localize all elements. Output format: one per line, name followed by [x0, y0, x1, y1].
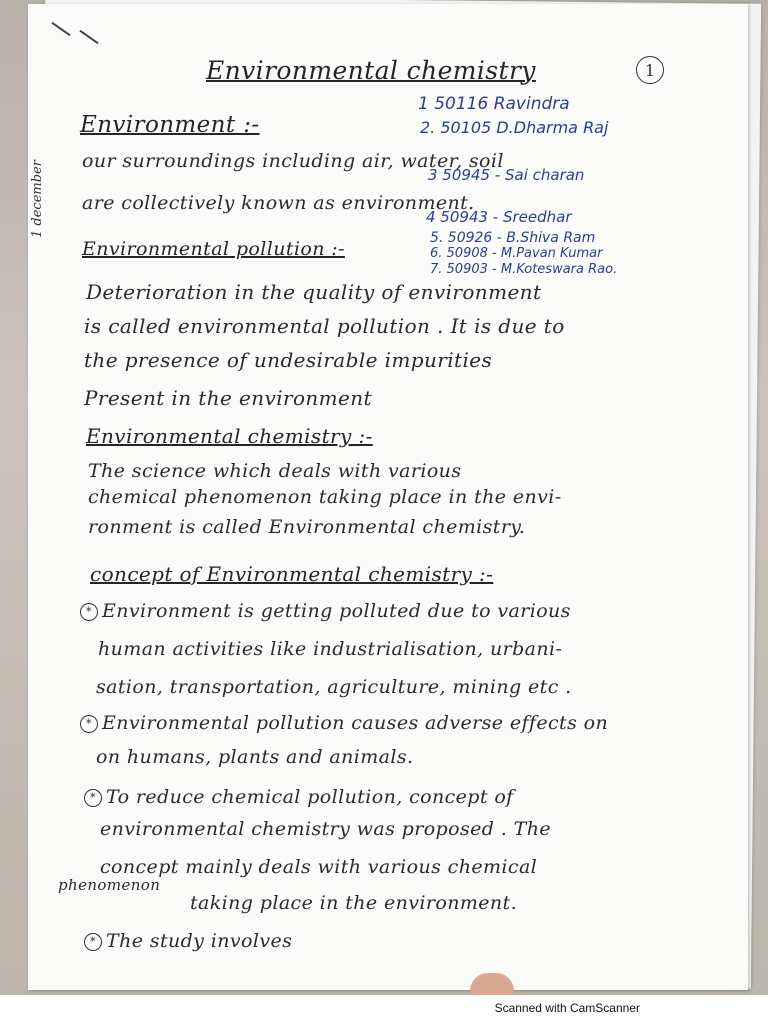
thumb-in-photo	[470, 973, 514, 995]
scanner-watermark-label: Scanned with CamScanner	[494, 1001, 640, 1015]
bullet-line	[84, 786, 514, 808]
name-entry: 2. 50105 D.Dharma Raj	[420, 118, 609, 137]
margin-date-note: 1 december	[30, 160, 45, 238]
section-heading-pollution: Environmental pollution :-	[82, 238, 345, 260]
text-line: Environment is getting polluted due to various	[102, 600, 571, 622]
bullet-line	[80, 600, 571, 622]
text-line: concept mainly deals with various chemical	[100, 856, 538, 878]
text-line: The science which deals with various	[88, 460, 462, 482]
text-line: the presence of undesirable impurities	[84, 348, 493, 372]
section-heading-chemistry: Environmental chemistry :-	[86, 424, 373, 448]
text-line: our surroundings including air, water, soil	[82, 150, 504, 172]
text-line: is called environmental pollution . It is due to	[84, 314, 565, 338]
text-line: sation, transportation, agriculture, mining etc .	[96, 676, 572, 698]
star-bullet-icon: *	[80, 603, 98, 621]
text-line: taking place in the environment.	[190, 892, 518, 914]
text-line: The study involves	[106, 930, 293, 952]
page-title: Environmental chemistry	[206, 56, 536, 85]
text-line: on humans, plants and animals.	[96, 746, 414, 768]
text-line: ronment is called Environmental chemistry.	[88, 516, 526, 538]
text-line: are collectively known as environment.	[82, 192, 475, 214]
name-entry: 6. 50908 - M.Pavan Kumar	[430, 246, 603, 261]
text-line: chemical phenomenon taking place in the envi-	[88, 486, 562, 508]
scanner-footer	[0, 995, 768, 1024]
text-line: environmental chemistry was proposed . The	[100, 818, 551, 840]
text-line: Present in the environment	[84, 386, 372, 410]
star-bullet-icon: *	[80, 715, 98, 733]
page-number: 1	[636, 56, 664, 84]
star-bullet-icon: *	[84, 789, 102, 807]
text-line: human activities like industrialisation, urbani-	[98, 638, 563, 660]
name-entry: 5. 50926 - B.Shiva Ram	[430, 230, 596, 246]
name-entry: 4 50943 - Sreedhar	[426, 208, 572, 226]
text-line: phenomenon	[58, 876, 161, 894]
name-entry: 3 50945 - Sai charan	[428, 166, 585, 184]
bullet-line	[80, 712, 608, 734]
text-line: Environmental pollution causes adverse effects on	[102, 712, 609, 734]
section-heading-environment: Environment :-	[80, 112, 260, 138]
text-line: Deterioration in the quality of environment	[86, 280, 542, 304]
name-entry: 1 50116 Ravindra	[418, 94, 570, 114]
star-bullet-icon: *	[84, 933, 102, 951]
name-entry: 7. 50903 - M.Koteswara Rao.	[430, 262, 618, 277]
bullet-line	[84, 930, 292, 952]
section-heading-concept: concept of Environmental chemistry :-	[90, 562, 494, 586]
text-line: To reduce chemical pollution, concept of	[106, 786, 514, 808]
